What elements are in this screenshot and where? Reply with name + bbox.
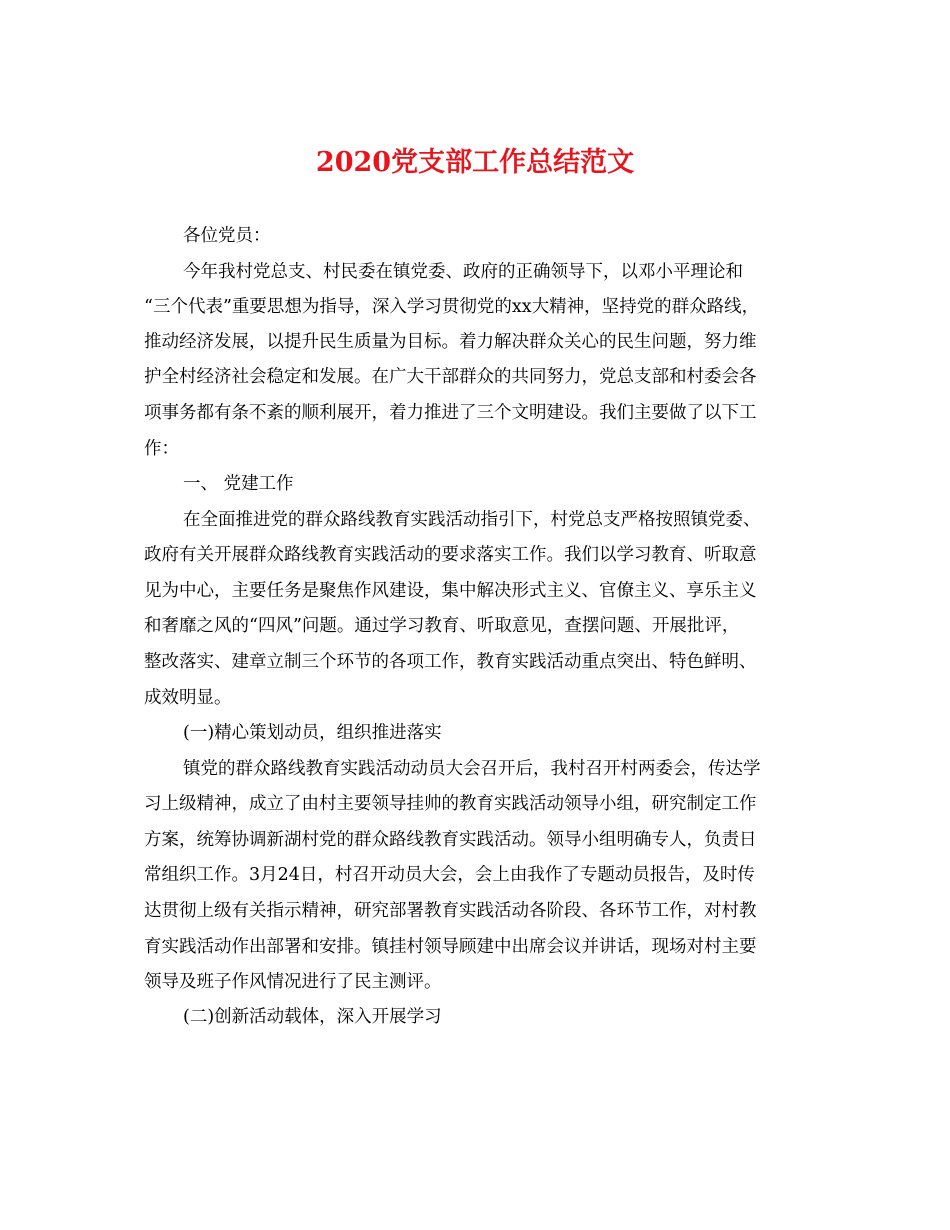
subsection-heading: (一)精心策划动员，组织推进落实 <box>183 723 442 743</box>
paragraph-line: 领导及班子作风情况进行了民主测评。 <box>144 972 442 992</box>
subsection-heading: (二)创新活动载体，深入开展学习 <box>183 1007 442 1027</box>
paragraph-line: 政府有关开展群众路线教育实践活动的要求落实工作。我们以学习教育、听取意 <box>144 545 757 565</box>
paragraph-line: 护全村经济社会稳定和发展。在广大干部群众的共同努力，党总支部和村委会各 <box>144 367 757 387</box>
paragraph-line: 推动经济发展，以提升民生质量为目标。着力解决群众关心的民生问题，努力维 <box>144 332 757 352</box>
paragraph-line: 在全面推进党的群众路线教育实践活动指引下，村党总支严格按照镇党委、 <box>183 510 761 530</box>
paragraph-line: 常组织工作。3月24日，村召开动员大会，会上由我作了专题动员报告，及时传 <box>144 865 755 885</box>
paragraph-line: 和奢靡之风的“四风”问题。通过学习教育、听取意见，查摆问题、开展批评， <box>144 616 740 636</box>
paragraph-line: 方案，统筹协调新湖村党的群众路线教育实践活动。领导小组明确专人，负责日 <box>144 830 757 850</box>
paragraph-line: 作： <box>144 439 179 459</box>
paragraph-line: 镇党的群众路线教育实践活动动员大会召开后，我村召开村两委会，传达学 <box>183 759 761 779</box>
paragraph-line: 达贯彻上级有关指示精神，研究部署教育实践活动各阶段、各环节工作，对村教 <box>144 901 757 921</box>
paragraph-line: “三个代表”重要思想为指导，深入学习贯彻党的xx大精神，坚持党的群众路线， <box>144 297 760 317</box>
paragraph-line: 育实践活动作出部署和安排。镇挂村领导顾建中出席会议并讲话，现场对村主要 <box>144 937 757 957</box>
section-heading: 一、 党建工作 <box>183 474 294 494</box>
paragraph-line: 今年我村党总支、村民委在镇党委、政府的正确领导下，以邓小平理论和 <box>183 262 743 282</box>
paragraph-line: 项事务都有条不紊的顺利展开，着力推进了三个文明建设。我们主要做了以下工 <box>144 403 757 423</box>
greeting-line: 各位党员： <box>183 226 271 246</box>
paragraph-line: 成效明显。 <box>144 688 232 708</box>
paragraph-line: 习上级精神，成立了由村主要领导挂帅的教育实践活动领导小组，研究制定工作 <box>144 794 757 814</box>
document-title: 2020党支部工作总结范文 <box>315 147 635 178</box>
paragraph-line: 整改落实、建章立制三个环节的各项工作，教育实践活动重点突出、特色鲜明、 <box>144 652 757 672</box>
paragraph-line: 见为中心，主要任务是聚焦作风建设，集中解决形式主义、官僚主义、享乐主义 <box>144 581 757 601</box>
